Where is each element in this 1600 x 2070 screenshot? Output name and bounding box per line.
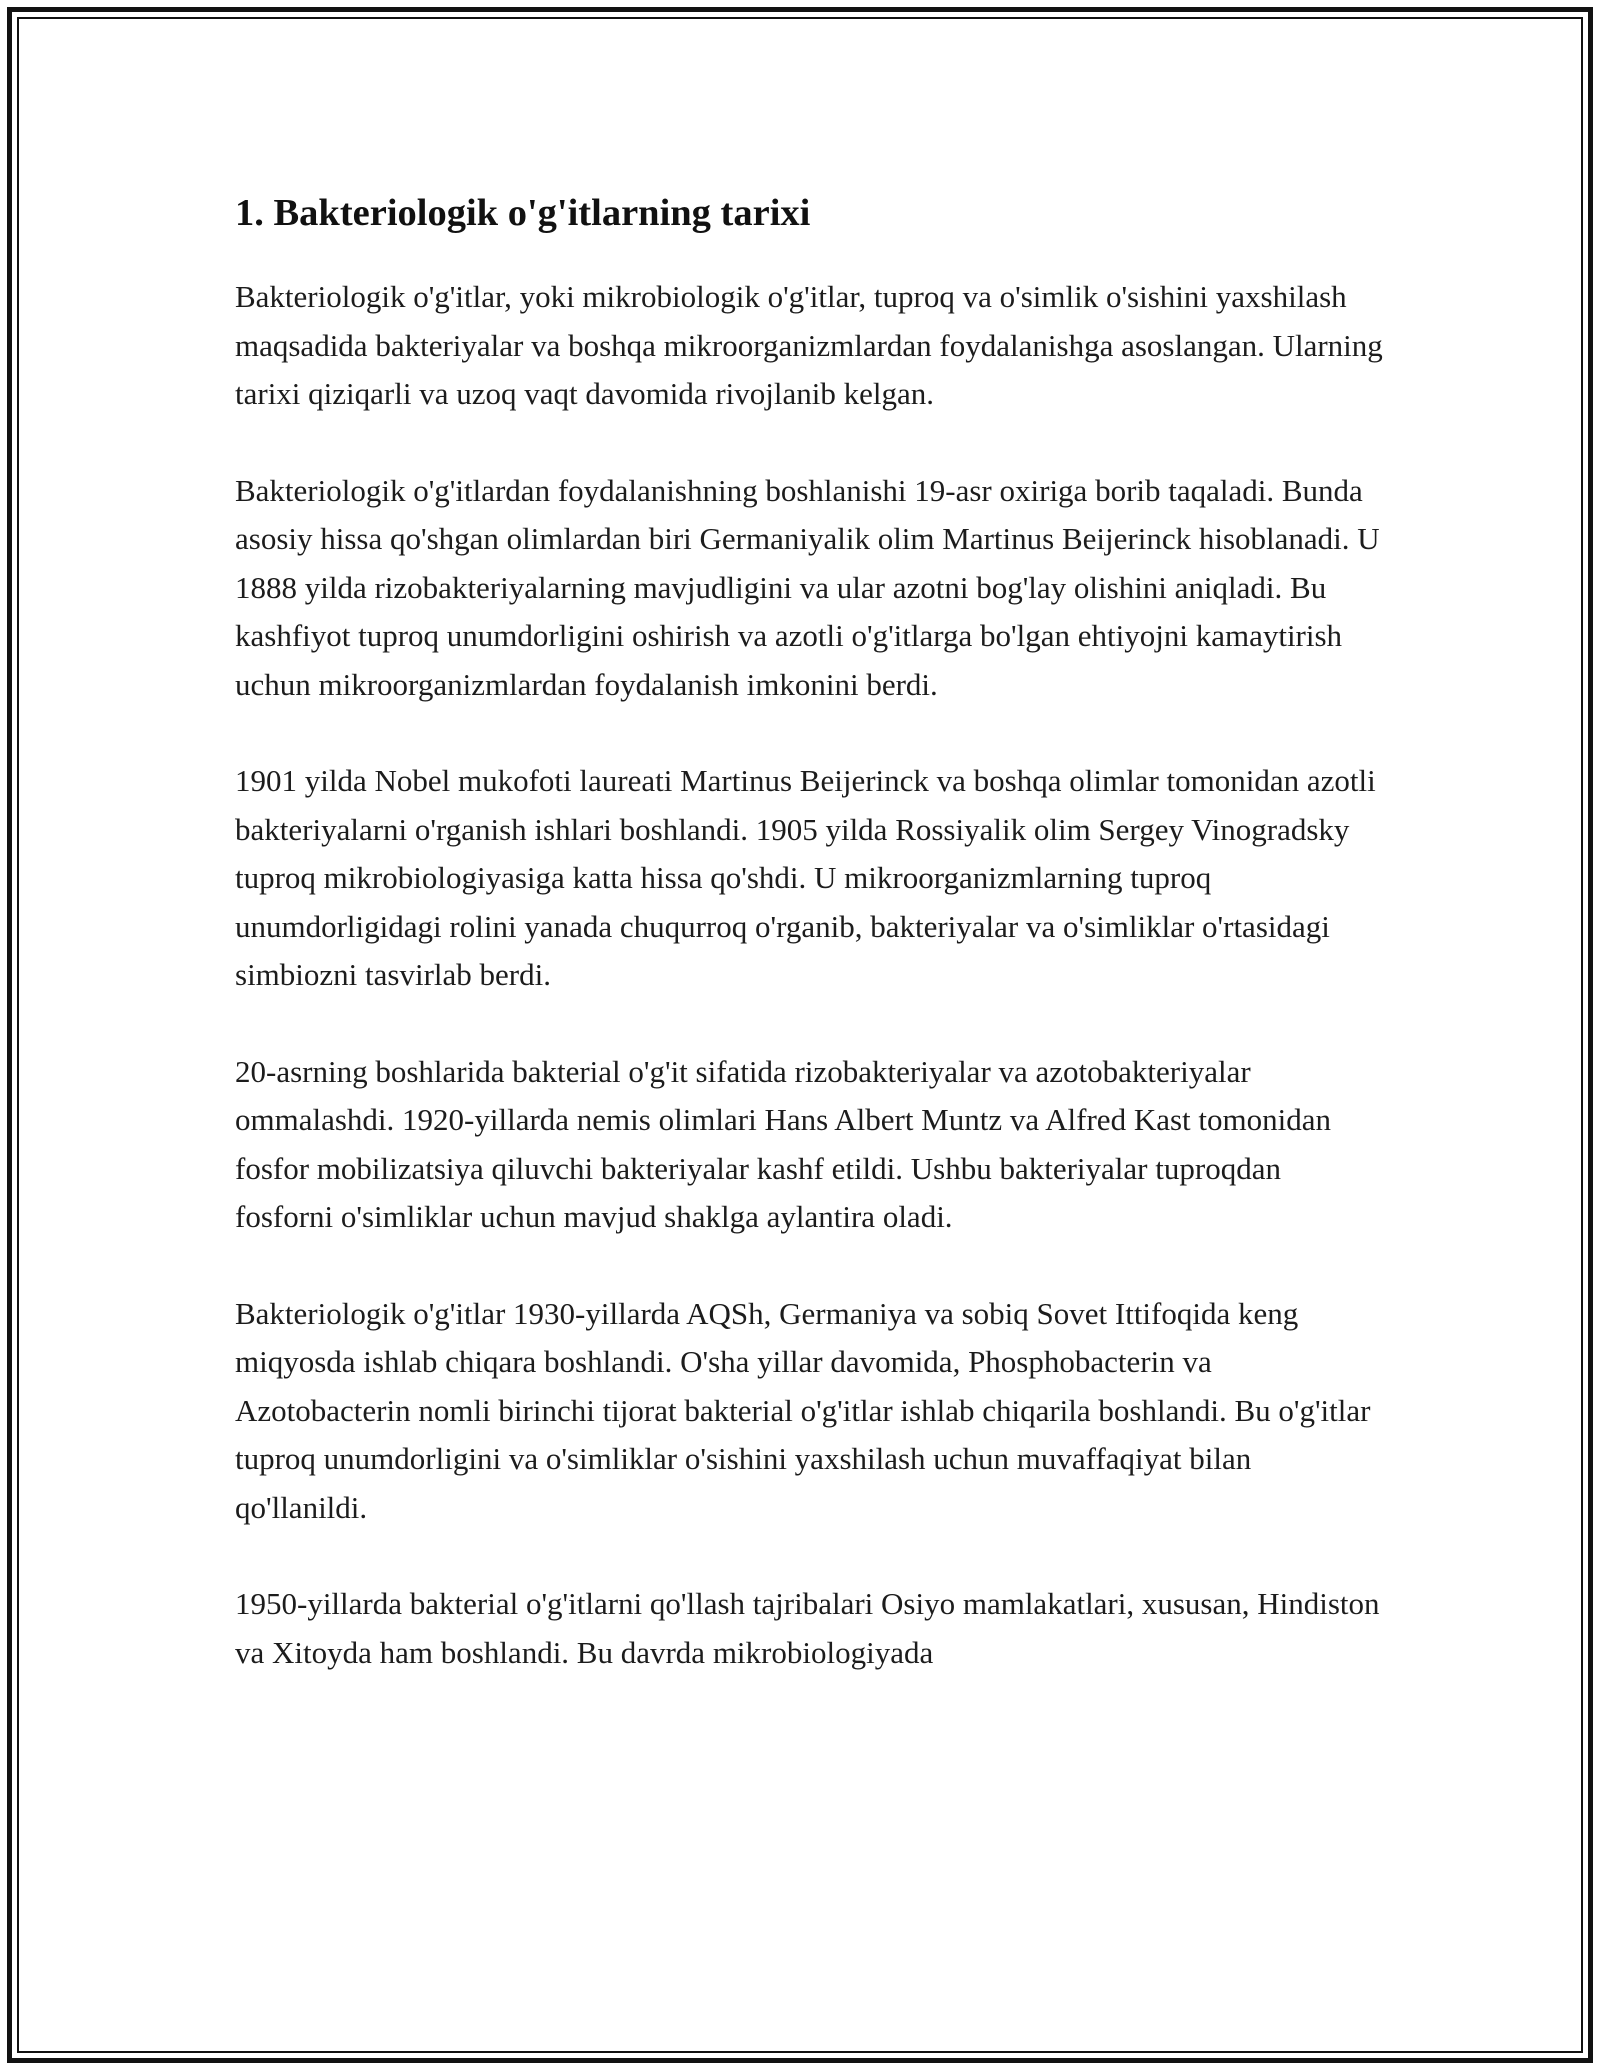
paragraph-5: Bakteriologik o'g'itlar 1930-yillarda AQSh, Germaniya va sobiq Sovet Ittifoqida keng miqyosda ishlab chiqara boshlandi. O'sha yillar davomida, Phosphobacterin va Azotobacterin nomli birinchi tijorat bakterial o'g'itlar ishlab chiqarila boshlandi. Bu o'g'itlar tuproq unumdorligini va o'simliklar o'sishini yaxshilash uchun muvaffaqiyat bilan qo'llanildi. <box>235 1295 1371 1525</box>
paragraph-2: Bakteriologik o'g'itlardan foydalanishning boshlanishi 19-asr oxiriga borib taqaladi. Bunda asosiy hissa qo'shgan olimlardan biri Germaniyalik olim Martinus Beijerinck hisoblanadi. U 1888 yilda rizobakteriyalarning mavjudligini va ular azotni bog'lay olishini aniqladi. Bu kashfiyot tuproq unumdorligini oshirish va azotli o'g'itlarga bo'lgan ehtiyojni kamaytirish uchun mikroorganizmlardan foydalanish imkonini berdi. <box>235 472 1380 702</box>
paragraph-4: 20-asrning boshlarida bakterial o'g'it sifatida rizobakteriyalar va azotobakteriyalar ommalashdi. 1920-yillarda nemis olimlari Hans Albert Muntz va Alfred Kast tomonidan fosfor mobilizatsiya qiluvchi bakteriyalar kashf etildi. Ushbu bakteriyalar tuproqdan fosforni o'simliklar uchun mavjud shaklga aylantira oladi. <box>235 1053 1331 1234</box>
paragraph-1: Bakteriologik o'g'itlar, yoki mikrobiologik o'g'itlar, tuproq va o'simlik o'sishini yaxshilash maqsadida bakteriyalar va boshqa mikroorganizmlardan foydalanishga asoslangan. Ularning tarixi qiziqarli va uzoq vaqt davomida rivojlanib kelgan. <box>235 279 1383 411</box>
paragraph-6: 1950-yillarda bakterial o'g'itlarni qo'llash tajribalari Osiyo mamlakatlari, xususan, Hindiston va Xitoyda ham boshlandi. Bu davrda mikrobiologiyada <box>235 1586 1380 1670</box>
document-body <box>235 188 1385 1677</box>
paragraph-3: 1901 yilda Nobel mukofoti laureati Martinus Beijerinck va boshqa olimlar tomonidan azotli bakteriyalarni o'rganish ishlari boshlandi. 1905 yilda Rossiyalik olim Sergey Vinogradsky tuproq mikrobiologiyasiga katta hissa qo'shdi. U mikroorganizmlarning tuproq unumdorligidagi rolini yanada chuqurroq o'rganib, bakteriyalar va o'simliklar o'rtasidagi simbiozni tasvirlab berdi. <box>235 763 1376 992</box>
section-heading: 1. Bakteriologik o'g'itlarning tarixi <box>235 192 811 234</box>
